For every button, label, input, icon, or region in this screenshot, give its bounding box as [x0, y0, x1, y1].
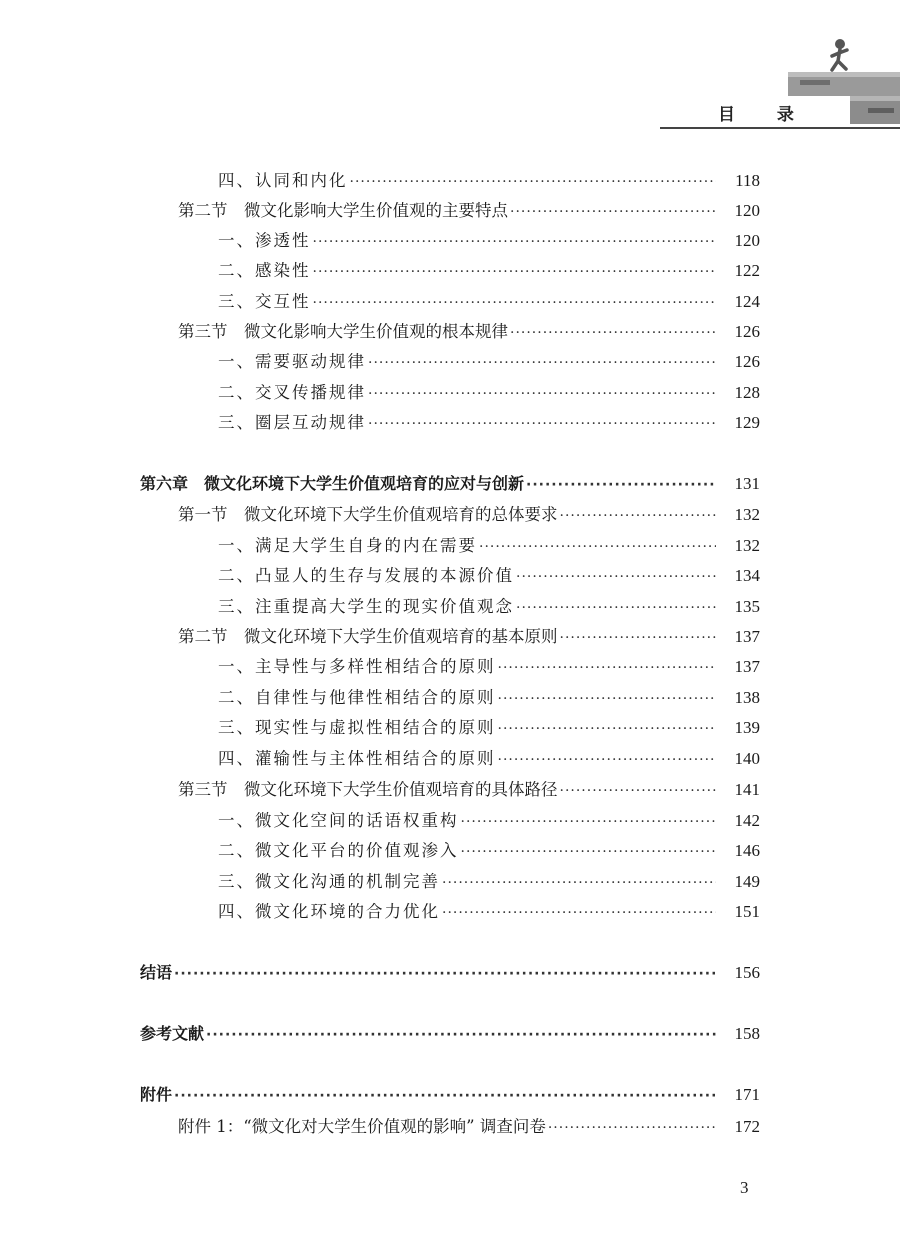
- toc-entry-label: 第二节 微文化影响大学生价值观的主要特点: [178, 201, 508, 220]
- dot-leader: [461, 814, 717, 830]
- toc-entry-page: 129: [734, 413, 760, 432]
- toc-entry[interactable]: [0, 623, 900, 653]
- toc-entry-label: 参考文献: [140, 1024, 205, 1043]
- toc-entry[interactable]: [0, 318, 900, 348]
- dot-leader: [174, 1088, 716, 1104]
- toc-entry-page: 122: [734, 261, 760, 280]
- dot-leader: [368, 355, 716, 371]
- toc-entry-label: 第一节 微文化环境下大学生价值观培育的总体要求: [178, 505, 558, 524]
- toc-entry-page: 172: [734, 1117, 760, 1136]
- toc-entry-page: 171: [734, 1085, 760, 1104]
- dot-leader: [560, 508, 717, 524]
- toc-entry[interactable]: [0, 807, 900, 837]
- toc-entry-page: 132: [734, 505, 760, 524]
- toc-entry[interactable]: [0, 776, 900, 806]
- toc-entry[interactable]: [0, 593, 900, 623]
- toc-entry-label: 三、圈层互动规律: [218, 413, 366, 432]
- dot-leader: [516, 569, 716, 585]
- toc-entry[interactable]: [0, 227, 900, 257]
- toc-entry-label: 四、灌输性与主体性相结合的原则: [218, 749, 496, 768]
- toc-entry[interactable]: [0, 745, 900, 775]
- dot-leader: [510, 325, 716, 341]
- dot-leader: [498, 660, 717, 676]
- toc-entry[interactable]: [0, 562, 900, 592]
- toc-entry-page: 146: [734, 841, 760, 860]
- header-rule: [660, 127, 900, 129]
- toc-entry-page: 141: [734, 780, 760, 799]
- dot-leader: [560, 630, 717, 646]
- dot-leader: [461, 844, 717, 860]
- toc-entry[interactable]: [0, 167, 900, 197]
- toc-chapter-entry[interactable]: [0, 471, 900, 501]
- toc-entry-label: 第三节 微文化环境下大学生价值观培育的具体路径: [178, 780, 558, 799]
- toc-entry-page: 137: [734, 627, 760, 646]
- dot-leader: [498, 752, 717, 768]
- toc-entry-page: 126: [734, 352, 760, 371]
- toc-entry-page: 126: [734, 322, 760, 341]
- dot-leader: [442, 905, 716, 921]
- toc-entry[interactable]: [0, 288, 900, 318]
- dot-leader: [479, 539, 716, 555]
- page-number: 3: [740, 1178, 749, 1197]
- dot-leader: [206, 1027, 716, 1043]
- toc-entry-page: 118: [735, 171, 760, 190]
- toc-entry[interactable]: [0, 197, 900, 227]
- dot-leader: [174, 966, 716, 982]
- toc-entry[interactable]: [0, 532, 900, 562]
- toc-entry-label: 一、渗透性: [218, 231, 311, 250]
- toc-entry-label: 二、感染性: [218, 261, 311, 280]
- toc-entry-label: 第二节 微文化环境下大学生价值观培育的基本原则: [178, 627, 558, 646]
- dot-leader: [313, 295, 717, 311]
- toc-entry-label: 三、交互性: [218, 292, 311, 311]
- toc-entry-label: 二、自律性与他律性相结合的原则: [218, 688, 496, 707]
- toc-entry[interactable]: [0, 501, 900, 531]
- toc-entry-label: 附件: [140, 1085, 173, 1104]
- header-title: 目 录: [718, 105, 812, 125]
- toc-entry-label: 结语: [140, 963, 173, 982]
- toc-entry[interactable]: [0, 653, 900, 683]
- dot-leader: [560, 783, 717, 799]
- toc-entry-label: 第三节 微文化影响大学生价值观的根本规律: [178, 322, 508, 341]
- toc-entry-page: 131: [734, 474, 760, 493]
- dot-leader: [368, 386, 716, 402]
- toc-entry-label: 一、需要驱动规律: [218, 352, 366, 371]
- dot-leader: [548, 1120, 716, 1136]
- toc-entry-label: 一、满足大学生自身的内在需要: [218, 536, 477, 555]
- toc-entry-page: 142: [734, 811, 760, 830]
- toc-entry[interactable]: [0, 868, 900, 898]
- toc-entry-page: 156: [734, 963, 760, 982]
- toc-entry-page: 134: [734, 566, 760, 585]
- toc-entry-page: 140: [734, 749, 760, 768]
- toc-entry-label: 三、微文化沟通的机制完善: [218, 872, 440, 891]
- toc-entry[interactable]: [0, 714, 900, 744]
- toc-entry-page: 149: [734, 872, 760, 891]
- toc-entry-page: 158: [734, 1024, 760, 1043]
- toc-entry[interactable]: [0, 257, 900, 287]
- dot-leader: [516, 600, 716, 616]
- toc-entry-label: 一、微文化空间的话语权重构: [218, 811, 459, 830]
- dot-leader: [368, 416, 716, 432]
- toc-chapter-entry[interactable]: [0, 960, 900, 990]
- dot-leader: [526, 477, 716, 493]
- dot-leader: [498, 691, 717, 707]
- dot-leader: [313, 234, 717, 250]
- toc-entry[interactable]: [0, 684, 900, 714]
- toc-entry-label: 三、注重提高大学生的现实价值观念: [218, 597, 514, 616]
- toc-entry-label: 第六章 微文化环境下大学生价值观培育的应对与创新: [140, 474, 525, 493]
- toc-entry[interactable]: [0, 837, 900, 867]
- toc-entry-page: 138: [734, 688, 760, 707]
- toc-entry-page: 139: [734, 718, 760, 737]
- toc-entry[interactable]: [0, 379, 900, 409]
- dot-leader: [442, 875, 716, 891]
- toc-entry[interactable]: [0, 409, 900, 439]
- toc-entry-label: 四、微文化环境的合力优化: [218, 902, 440, 921]
- dot-leader: [313, 264, 717, 280]
- toc-chapter-entry[interactable]: [0, 1082, 900, 1112]
- dot-leader: [510, 204, 716, 220]
- toc-entry-page: 135: [734, 597, 760, 616]
- toc-entry-page: 120: [734, 231, 760, 250]
- toc-entry-page: 120: [734, 201, 760, 220]
- toc-entry-label: 四、认同和内化: [218, 171, 348, 190]
- toc-entry[interactable]: [0, 898, 900, 928]
- toc-entry[interactable]: [0, 1113, 900, 1143]
- toc-entry[interactable]: [0, 348, 900, 378]
- toc-entry-page: 151: [734, 902, 760, 921]
- toc-entry-page: 132: [734, 536, 760, 555]
- toc-entry-page: 128: [734, 383, 760, 402]
- toc-entry-page: 137: [734, 657, 760, 676]
- toc-entry-label: 附件 1：“微文化对大学生价值观的影响” 调查问卷: [178, 1117, 546, 1136]
- toc-entry-label: 一、主导性与多样性相结合的原则: [218, 657, 496, 676]
- dot-leader: [350, 174, 717, 190]
- toc-entry-label: 二、凸显人的生存与发展的本源价值: [218, 566, 514, 585]
- toc-entry-label: 三、现实性与虚拟性相结合的原则: [218, 718, 496, 737]
- dot-leader: [498, 721, 717, 737]
- toc-entry-page: 124: [734, 292, 760, 311]
- toc-entry-label: 二、微文化平台的价值观渗入: [218, 841, 459, 860]
- toc-chapter-entry[interactable]: [0, 1021, 900, 1051]
- toc-entry-label: 二、交叉传播规律: [218, 383, 366, 402]
